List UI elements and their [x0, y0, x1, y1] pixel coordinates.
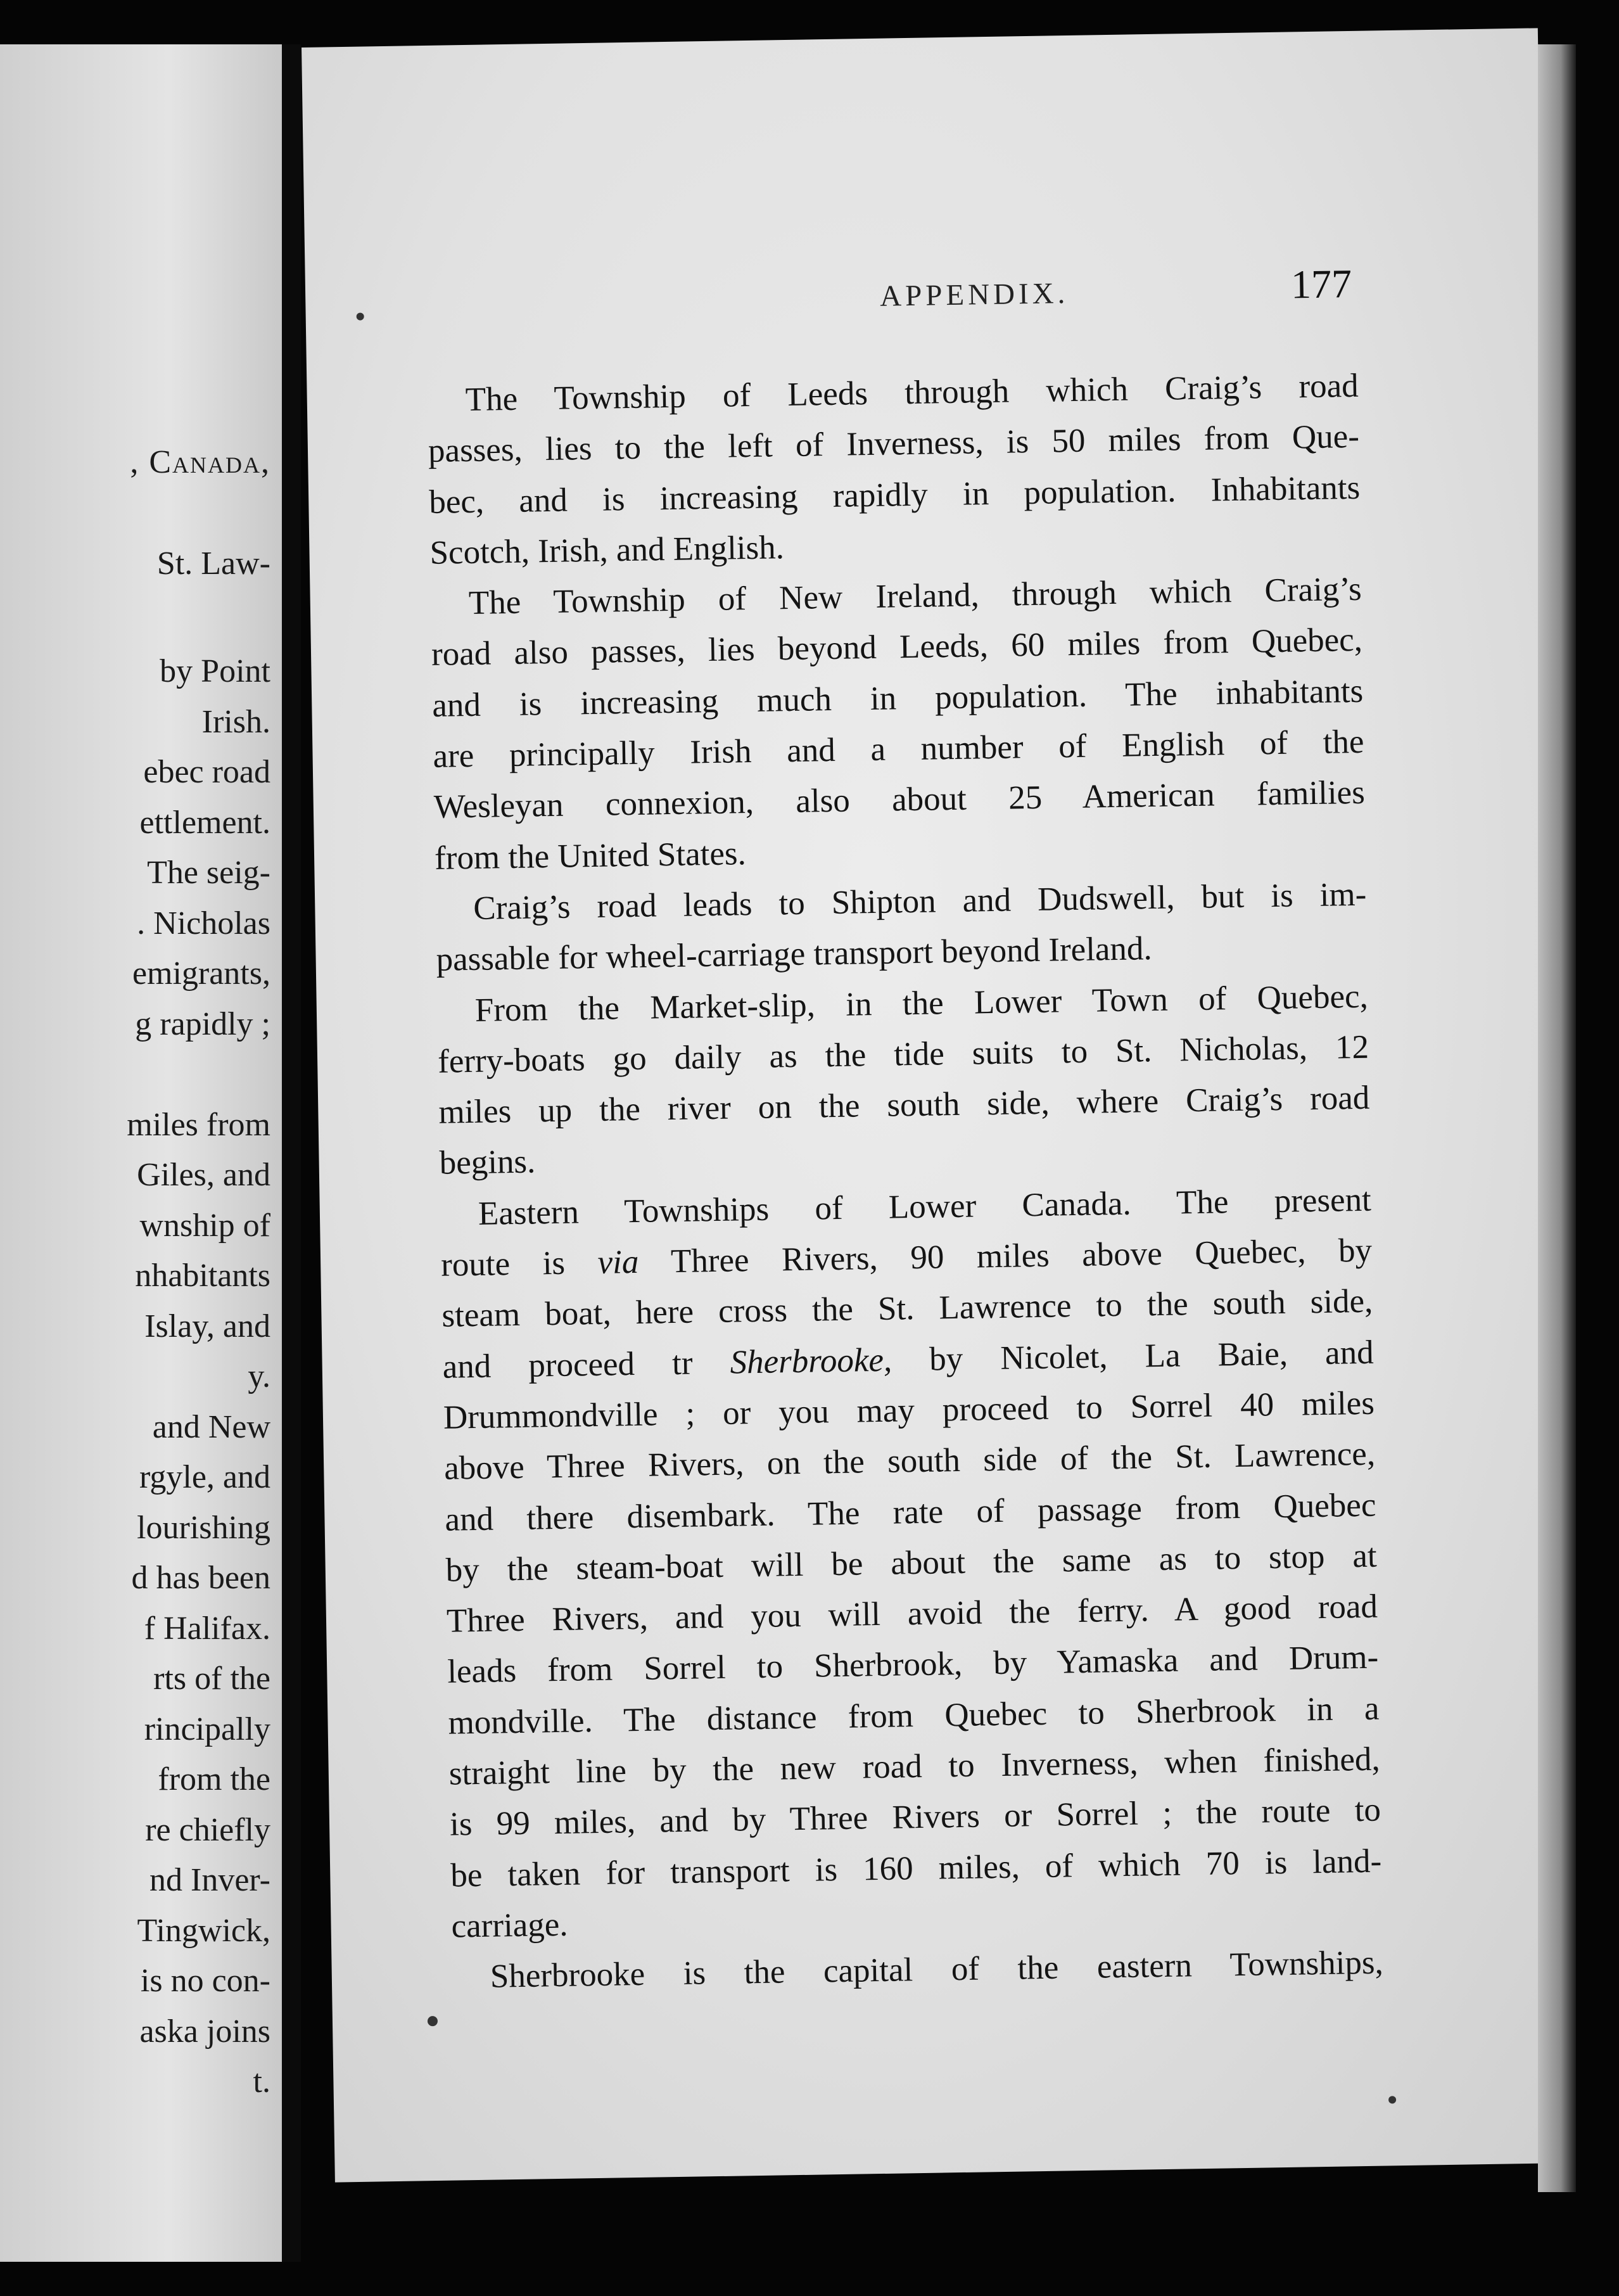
left-page-line: ebec road	[143, 754, 270, 790]
text-line: leads from Sorrel to Sherbrook, by Yamaska and Drum-	[447, 1639, 1379, 1691]
text-line: passable for wheel-carriage transport beyond Ireland.	[436, 930, 1153, 979]
text-line: The Township of Leeds through which Craig’s road	[465, 367, 1359, 419]
left-page-fragment	[0, 44, 282, 2262]
ink-dot	[428, 2016, 438, 2026]
italic-run: via	[597, 1243, 639, 1281]
left-page-line: lourishing	[137, 1509, 270, 1546]
text-line: from the United States.	[434, 834, 747, 877]
text-line: mondville. The distance from Quebec to Sherbrook in a	[448, 1690, 1380, 1742]
text-run: and proceed tr	[442, 1344, 731, 1386]
text-line: road also passes, lies beyond Leeds, 60 miles from Quebec,	[431, 622, 1363, 673]
left-page-line: from the	[158, 1761, 270, 1797]
text-line: are principally Irish and a number of English of the	[433, 723, 1364, 775]
text-line: straight line by the new road to Inverness, when finished,	[448, 1740, 1381, 1792]
left-page-line: is no con-	[140, 1963, 270, 1999]
text-line: Wesleyan connexion, also about 25 American families	[433, 774, 1366, 826]
right-page	[302, 28, 1571, 2182]
left-page-line: Tingwick,	[137, 1912, 270, 1949]
left-page-line: d has been	[131, 1560, 270, 1596]
text-line: The Township of New Ireland, through which Craig’s	[468, 571, 1362, 622]
text-line: Sherbrooke is the capital of the eastern Townships,	[490, 1944, 1384, 1995]
text-line: and is increasing much in population. The inhabitants	[431, 672, 1364, 724]
ink-dot	[1388, 2096, 1396, 2103]
text-line: be taken for transport is 160 miles, of which 70 is land-	[450, 1842, 1382, 1894]
text-line: miles up the river on the south side, where Craig’s road	[438, 1079, 1370, 1131]
left-page-line: aska joins	[139, 2013, 270, 2050]
text-run: by Nicolet, La Baie, and	[891, 1334, 1375, 1379]
left-page-line: . Nicholas	[137, 905, 270, 941]
left-page-line: and New	[152, 1408, 270, 1445]
page-gutter	[282, 44, 301, 2262]
text-line: ferry-boats go daily as the tide suits to St. Nicholas, 12	[437, 1028, 1369, 1080]
left-page-line: by Point	[160, 653, 270, 689]
text-line: passes, lies to the left of Inverness, is 50 miles from Que-	[428, 418, 1360, 470]
text-line: carriage.	[451, 1906, 568, 1945]
left-page-line: Islay, and	[144, 1308, 270, 1344]
text-line: From the Market-slip, in the Lower Town of Quebec,	[474, 978, 1369, 1029]
text-line: Three Rivers, and you will avoid the ferry. A good road	[446, 1588, 1378, 1640]
left-page-line: rts of the	[153, 1661, 270, 1697]
left-page-line: y.	[248, 1358, 270, 1394]
left-page-line: emigrants,	[132, 955, 270, 992]
left-page-line: rgyle, and	[139, 1459, 270, 1495]
left-page-line: miles from	[127, 1106, 270, 1143]
text-line: by the steam-boat will be about the same as to stop at	[445, 1537, 1378, 1589]
left-page-line: St. Law-	[156, 545, 270, 582]
left-page-line: g rapidly ;	[135, 1005, 270, 1042]
left-page-line: Irish.	[201, 703, 270, 740]
text-line: Eastern Townships of Lower Canada. The present	[478, 1181, 1372, 1232]
left-page-line: nd Inver-	[149, 1862, 270, 1898]
page-number: 177	[1290, 261, 1352, 307]
text-run: route is	[440, 1244, 599, 1284]
text-line: Craig’s road leads to Shipton and Dudswell, but is im-	[473, 876, 1367, 927]
left-page-line: re chiefly	[145, 1811, 270, 1848]
italic-run: Sherbrooke,	[730, 1341, 892, 1381]
left-page-line: rincipally	[144, 1711, 270, 1747]
text-line: begins.	[439, 1143, 536, 1182]
left-page-line: ettlement.	[139, 804, 270, 841]
left-page-line: wnship of	[139, 1207, 270, 1244]
text-line: Scotch, Irish, and English.	[429, 529, 785, 571]
text-line: above Three Rivers, on the south side of the St. Lawrence,	[443, 1435, 1376, 1487]
text-line: bec, and is increasing rapidly in population. Inhabitants	[428, 469, 1361, 521]
left-page-line: f Halifax.	[144, 1610, 270, 1647]
text-line: steam boat, here cross the St. Lawrence to the south side,	[441, 1283, 1373, 1335]
left-page-line: The seig-	[147, 855, 270, 891]
left-page-line: Giles, and	[137, 1157, 270, 1193]
left-page-line: , Canada,	[130, 444, 270, 480]
text-line: and there disembark. The rate of passage from Quebec	[445, 1486, 1376, 1538]
text-line: is 99 miles, and by Three Rivers or Sorrel ; the route to	[449, 1791, 1381, 1843]
body-text	[427, 360, 1383, 2003]
running-head: APPENDIX.	[879, 277, 1069, 313]
left-page-line: nhabitants	[135, 1258, 270, 1294]
page-edge-shadow	[1538, 44, 1576, 2192]
text-run: Three Rivers, 90 miles above Quebec, by	[638, 1232, 1373, 1280]
left-page-line: t.	[253, 2063, 270, 2100]
text-line: Drummondville ; or you may proceed to Sorrel 40 miles	[443, 1384, 1375, 1436]
